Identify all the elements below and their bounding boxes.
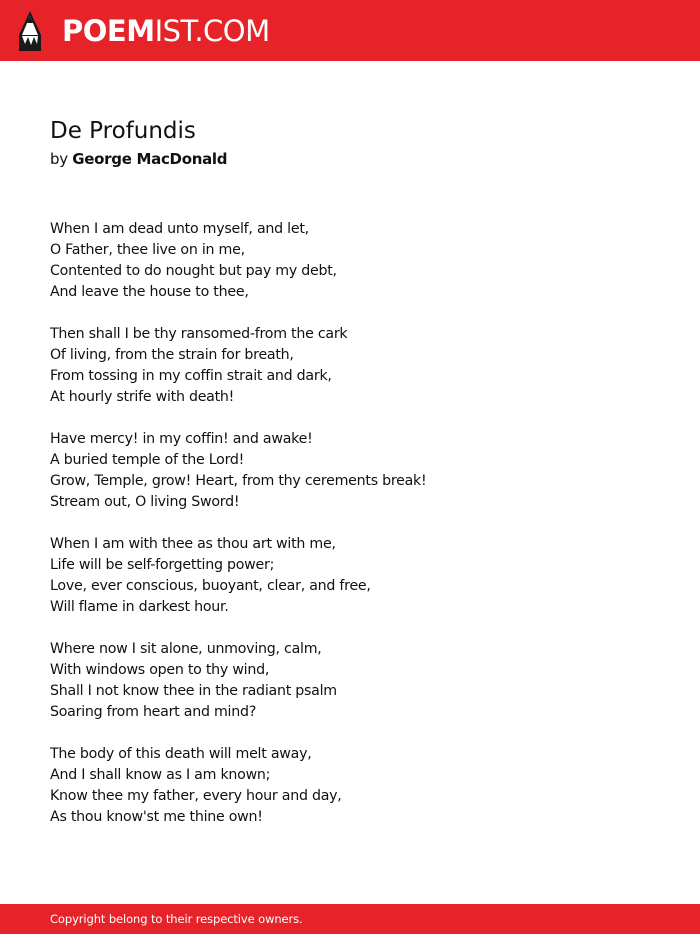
- poem-line: Shall I not know thee in the radiant psalm: [50, 683, 337, 699]
- poem-line: From tossing in my coffin strait and dark,: [50, 368, 332, 384]
- site-logo[interactable]: [62, 14, 270, 48]
- poem-line: Know thee my father, every hour and day,: [50, 788, 342, 804]
- poem-line: The body of this death will melt away,: [50, 746, 312, 762]
- poem-line: Will flame in darkest hour.: [50, 599, 229, 615]
- logo-text-bold: POEM: [62, 14, 155, 48]
- site-header: [0, 0, 700, 61]
- footer-copyright: Copyright belong to their respective owners.: [50, 912, 303, 926]
- poem-author: George MacDonald: [72, 150, 228, 168]
- poem-title: De Profundis: [50, 118, 196, 144]
- poem-line: Grow, Temple, grow! Heart, from thy cerements break!: [50, 473, 427, 489]
- poem-byline: [50, 150, 227, 169]
- poem-line: Contented to do nought but pay my debt,: [50, 263, 337, 279]
- poem-stanza: [50, 429, 650, 513]
- poem-stanza: [50, 324, 650, 408]
- logo-text-light: IST.COM: [154, 14, 270, 48]
- poem-stanza: [50, 744, 650, 828]
- poem-line: At hourly strife with death!: [50, 389, 235, 405]
- poem-line: When I am with thee as thou art with me,: [50, 536, 336, 552]
- poem-line: Where now I sit alone, unmoving, calm,: [50, 641, 322, 657]
- poem-line: Stream out, O living Sword!: [50, 494, 240, 510]
- poem-line: Of living, from the strain for breath,: [50, 347, 294, 363]
- poem-stanza: [50, 639, 650, 723]
- pencil-tip-icon: [19, 11, 41, 51]
- poem-body: [50, 219, 650, 849]
- poem-line: O Father, thee live on in me,: [50, 242, 245, 258]
- poem-stanza: [50, 219, 650, 303]
- poem-line: Life will be self-forgetting power;: [50, 557, 275, 573]
- poem-line: A buried temple of the Lord!: [50, 452, 245, 468]
- poem-line: With windows open to thy wind,: [50, 662, 270, 678]
- poem-stanza: [50, 534, 650, 618]
- poem-line: And leave the house to thee,: [50, 284, 249, 300]
- poem-line: Soaring from heart and mind?: [50, 704, 256, 720]
- byline-label: by: [50, 150, 68, 168]
- site-footer: [0, 904, 700, 934]
- poem-line: As thou know'st me thine own!: [50, 809, 263, 825]
- poem-line: And I shall know as I am known;: [50, 767, 271, 783]
- poem-line: When I am dead unto myself, and let,: [50, 221, 309, 237]
- poem-line: Then shall I be thy ransomed-from the cark: [50, 326, 348, 342]
- poem-line: Love, ever conscious, buoyant, clear, and free,: [50, 578, 371, 594]
- poem-line: Have mercy! in my coffin! and awake!: [50, 431, 313, 447]
